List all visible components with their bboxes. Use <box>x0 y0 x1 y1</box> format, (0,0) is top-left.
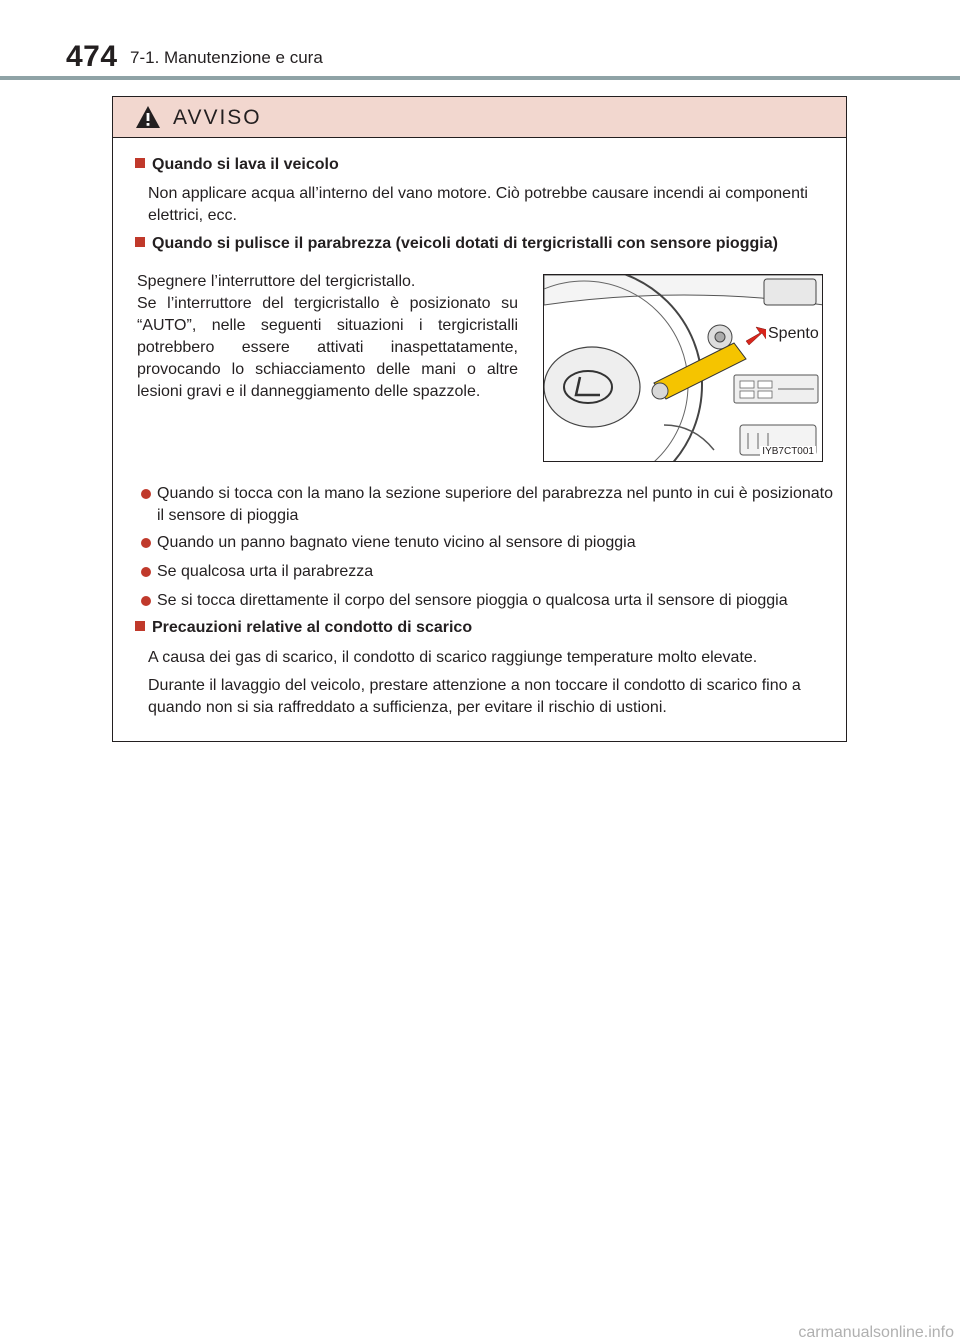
wiper-switch-figure <box>543 274 823 462</box>
section-heading-exhaust: Precauzioni relative al condotto di scarico <box>135 619 472 637</box>
round-bullet-icon <box>141 567 151 577</box>
square-bullet-icon <box>135 237 145 247</box>
instruction-line: Spegnere l’interruttore del tergicristallo. <box>137 273 416 290</box>
list-item: Quando un panno bagnato viene tenuto vicino al sensore di pioggia <box>141 532 841 554</box>
rain-sensor-text <box>137 271 518 403</box>
section-body-exhaust-1: A causa dei gas di scarico, il condotto di scarico raggiunge temperature molto elevate. <box>148 649 758 666</box>
warning-title: AVVISO <box>173 106 262 129</box>
header-rule <box>0 76 960 80</box>
chapter-title: 7-1. Manutenzione e cura <box>130 48 323 67</box>
round-bullet-icon <box>141 489 151 499</box>
list-item: Se si tocca direttamente il corpo del sensore pioggia o qualcosa urta il sensore di pioggia <box>141 590 841 612</box>
section-body-wash: Non applicare acqua all’interno del vano motore. Ciò potrebbe causare incendi ai componenti elettrici, ecc. <box>148 185 808 224</box>
footer-watermark: carmanualsonline.info <box>798 1324 954 1341</box>
list-item: Quando si tocca con la mano la sezione superiore del parabrezza nel punto in cui è posizionato il sensore di pioggia <box>141 483 841 527</box>
section-body-exhaust-2: Durante il lavaggio del veicolo, prestare attenzione a non toccare il condotto di scarico fino a quando non si sia raffreddato a sufficienza, per evitare il rischio di ustioni. <box>148 677 801 716</box>
warning-triangle-icon <box>135 105 161 129</box>
square-bullet-icon <box>135 621 145 631</box>
round-bullet-icon <box>141 596 151 606</box>
page-header <box>0 0 960 84</box>
round-bullet-icon <box>141 538 151 548</box>
section-heading-windshield: Quando si pulisce il parabrezza (veicoli dotati di tergicristalli con sensore pioggia) <box>135 235 778 253</box>
square-bullet-icon <box>135 158 145 168</box>
warning-header <box>113 97 846 138</box>
figure-code: IYB7CT001 <box>762 446 814 457</box>
page-number: 474 <box>66 40 118 73</box>
figure-label-off: Spento <box>768 325 819 342</box>
section-heading-wash: Quando si lava il veicolo <box>135 156 339 174</box>
dashboard-illustration <box>544 275 823 462</box>
explanation-text: Se l’interruttore del tergicristallo è posizionato su “AUTO”, nelle seguenti situazioni i tergicristalli potrebbero essere attivati inaspettatamente, provocando lo schiacciamento delle mani o altre lesioni gravi e il danneggiamento delle spazzole. <box>137 295 518 400</box>
list-item: Se qualcosa urta il parabrezza <box>141 561 841 583</box>
warning-box <box>112 96 847 742</box>
